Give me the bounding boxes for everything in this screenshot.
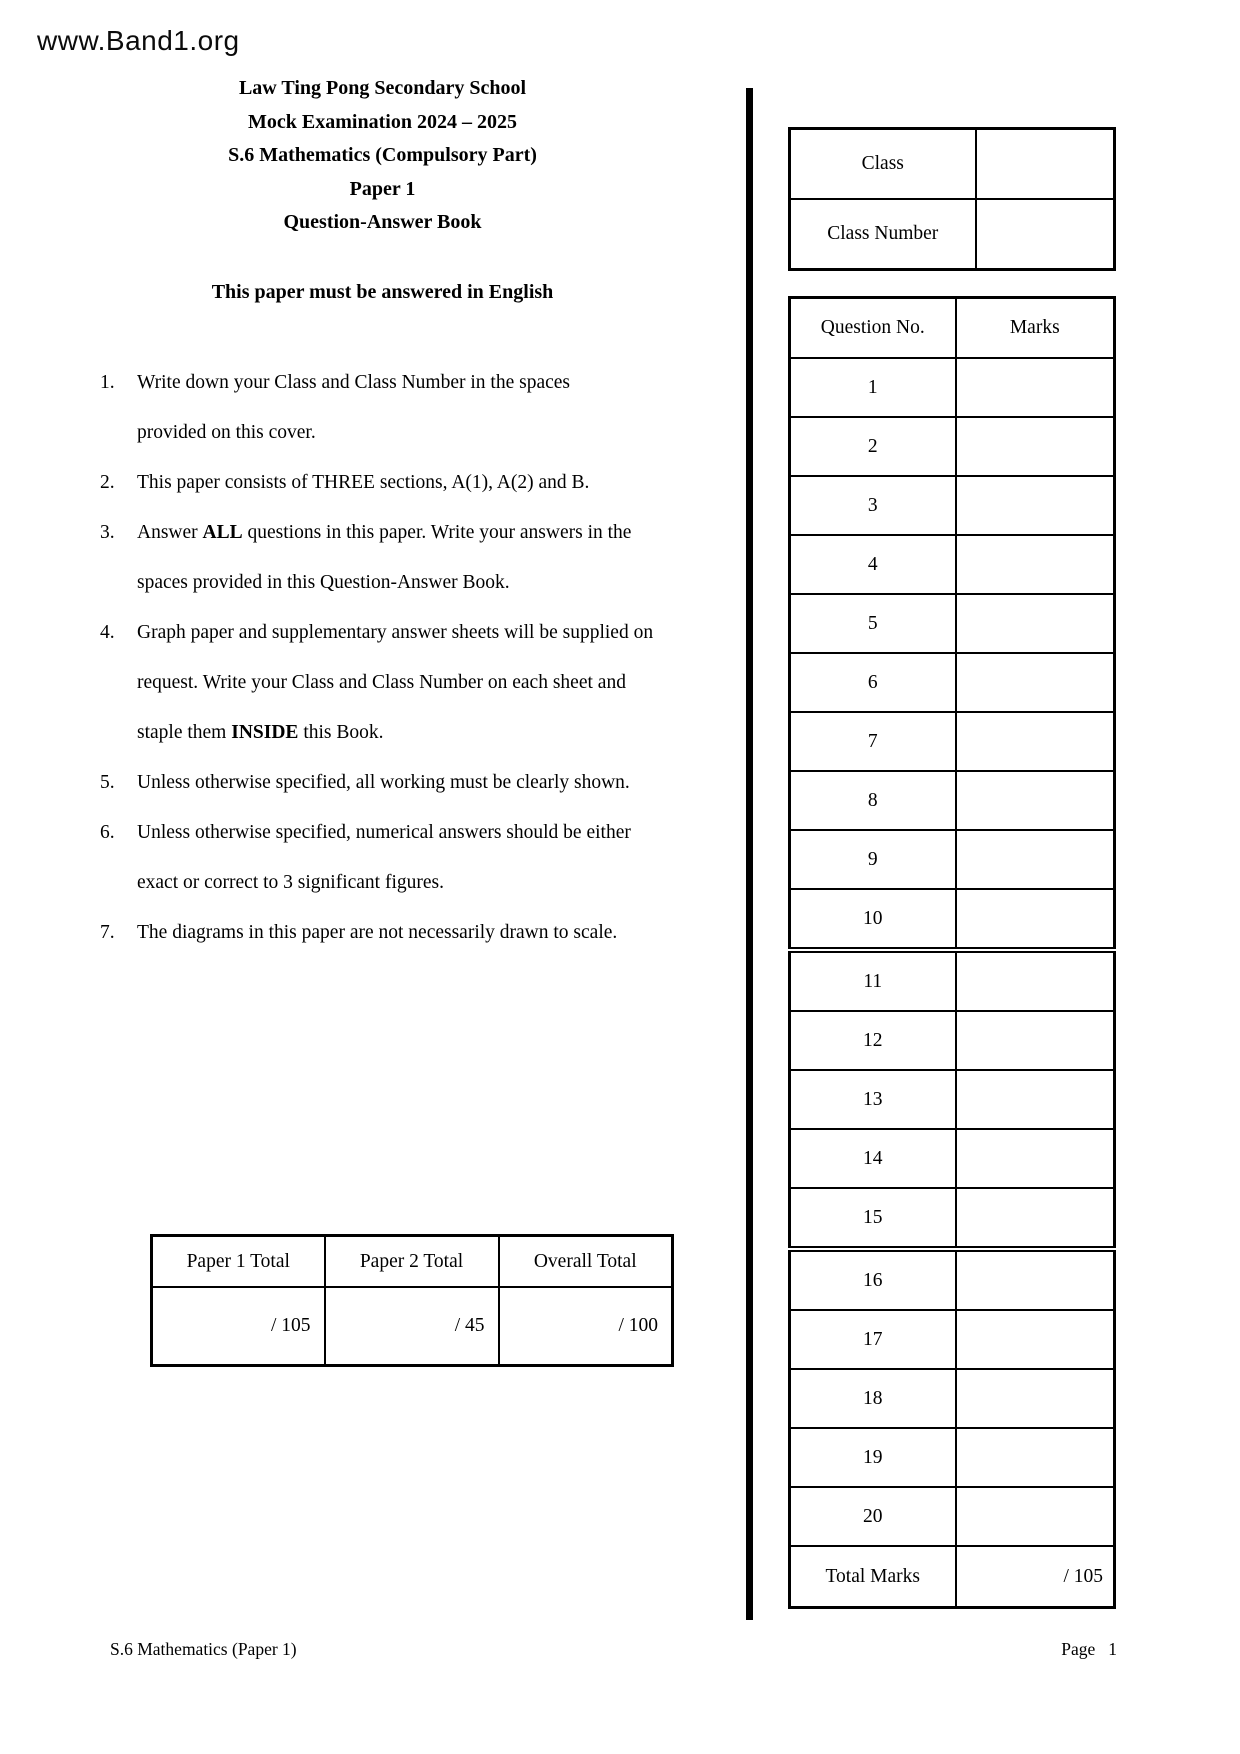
question-row <box>790 476 1115 535</box>
question-row <box>790 950 1115 1011</box>
student-info-row <box>790 129 1115 200</box>
question-number-cell: 9 <box>790 830 956 889</box>
page-label: Page <box>1061 1639 1096 1659</box>
text: This paper consists of THREE sections, A(1), A(2) and B. <box>137 472 590 493</box>
marks-header-row <box>790 298 1115 359</box>
text: request. Write your Class and Class Number on each sheet and <box>137 672 626 693</box>
summary-value-cell: / 105 <box>152 1287 325 1366</box>
book-title: Question-Answer Book <box>283 211 482 234</box>
total-marks-value: / 105 <box>956 1546 1115 1608</box>
summary-header-cell: Paper 1 Total <box>152 1236 325 1288</box>
footer-paper-title: S.6 Mathematics (Paper 1) <box>110 1639 297 1659</box>
question-row <box>790 771 1115 830</box>
instruction-line <box>137 508 672 558</box>
mark-value-cell <box>956 830 1115 889</box>
text: Write down your Class and Class Number in the spaces <box>137 372 571 393</box>
question-number-cell: 3 <box>790 476 956 535</box>
text: questions in this paper. Write your answers in the <box>242 522 632 543</box>
question-number-cell: 11 <box>790 950 956 1011</box>
question-row <box>790 830 1115 889</box>
text: provided on this cover. <box>137 422 316 443</box>
instruction-number: 3. <box>100 522 115 543</box>
vertical-divider-bar <box>746 88 753 1620</box>
marks-header-cell: Marks <box>956 298 1115 359</box>
instruction-item-1 <box>100 358 672 458</box>
mark-value-cell <box>956 594 1115 653</box>
text: this Book. <box>298 722 384 743</box>
student-info-row <box>790 199 1115 270</box>
footer-page-indicator <box>788 1639 1117 1660</box>
subject-title: S.6 Mathematics (Compulsory Part) <box>228 144 537 167</box>
question-number-cell: 10 <box>790 889 956 950</box>
question-number-cell: 12 <box>790 1011 956 1070</box>
instruction-line <box>137 458 672 508</box>
exam-title: Mock Examination 2024 – 2025 <box>248 110 517 133</box>
mark-value-cell <box>956 712 1115 771</box>
score-summary-table <box>150 1234 674 1367</box>
text: exact or correct to 3 significant figures. <box>137 872 445 893</box>
marks-table-body <box>790 298 1115 1608</box>
question-row <box>790 1369 1115 1428</box>
instruction-item-7 <box>100 908 672 958</box>
summary-value-cell: / 45 <box>325 1287 499 1366</box>
question-number-cell: 2 <box>790 417 956 476</box>
mark-value-cell <box>956 889 1115 950</box>
score-summary-body <box>152 1236 673 1366</box>
question-row <box>790 1070 1115 1129</box>
summary-value-row <box>152 1287 673 1366</box>
question-row <box>790 1011 1115 1070</box>
question-row <box>790 1428 1115 1487</box>
mark-value-cell <box>956 950 1115 1011</box>
mark-value-cell <box>956 476 1115 535</box>
question-row <box>790 417 1115 476</box>
instruction-item-3 <box>100 508 672 608</box>
question-row <box>790 712 1115 771</box>
text: Unless otherwise specified, all working must be clearly shown. <box>137 772 630 793</box>
summary-value-cell: / 100 <box>499 1287 673 1366</box>
question-number-cell: 13 <box>790 1070 956 1129</box>
instructions-list <box>100 358 672 958</box>
question-number-cell: 15 <box>790 1188 956 1249</box>
info-label-cell: Class <box>790 129 976 200</box>
question-number-cell: 16 <box>790 1249 956 1310</box>
summary-header-cell: Overall Total <box>499 1236 673 1288</box>
question-number-cell: 17 <box>790 1310 956 1369</box>
total-marks-row <box>790 1546 1115 1608</box>
exam-header <box>100 72 665 240</box>
mark-value-cell <box>956 1249 1115 1310</box>
instruction-line <box>137 358 672 408</box>
page-number: 1 <box>1108 1639 1117 1659</box>
instruction-line <box>137 608 672 658</box>
bold-text: INSIDE <box>231 722 299 743</box>
mark-value-cell <box>956 417 1115 476</box>
question-row <box>790 889 1115 950</box>
question-number-cell: 1 <box>790 358 956 417</box>
question-number-cell: 7 <box>790 712 956 771</box>
paper-number: Paper 1 <box>349 177 416 200</box>
question-row <box>790 1487 1115 1546</box>
marks-table <box>788 296 1116 1609</box>
school-name: Law Ting Pong Secondary School <box>238 77 527 99</box>
watermark-text: www.Band1.org <box>37 25 240 56</box>
instruction-number: 6. <box>100 822 115 843</box>
mark-value-cell <box>956 1310 1115 1369</box>
instruction-line <box>137 758 672 808</box>
text: staple them <box>137 722 232 743</box>
instruction-number: 5. <box>100 772 115 793</box>
question-row <box>790 1310 1115 1369</box>
instruction-line <box>137 708 672 758</box>
question-number-cell: 6 <box>790 653 956 712</box>
instruction-number: 1. <box>100 372 115 393</box>
info-label-cell: Class Number <box>790 199 976 270</box>
marks-header-cell: Question No. <box>790 298 956 359</box>
question-number-cell: 4 <box>790 535 956 594</box>
info-value-cell <box>976 129 1115 200</box>
instruction-line <box>137 808 672 858</box>
text: The diagrams in this paper are not necessarily drawn to scale. <box>137 922 618 943</box>
text: Graph paper and supplementary answer sheets will be supplied on <box>137 622 654 643</box>
question-row <box>790 594 1115 653</box>
mark-value-cell <box>956 1129 1115 1188</box>
question-row <box>790 358 1115 417</box>
instruction-line <box>137 558 672 608</box>
mark-value-cell <box>956 535 1115 594</box>
mark-value-cell <box>956 1011 1115 1070</box>
question-number-cell: 8 <box>790 771 956 830</box>
mark-value-cell <box>956 1369 1115 1428</box>
mark-value-cell <box>956 771 1115 830</box>
instruction-number: 7. <box>100 922 115 943</box>
language-notice: This paper must be answered in English <box>211 281 554 303</box>
instruction-line <box>137 858 672 908</box>
mark-value-cell <box>956 358 1115 417</box>
question-row <box>790 535 1115 594</box>
student-info-body <box>790 129 1115 270</box>
question-number-cell: 18 <box>790 1369 956 1428</box>
summary-header-row <box>152 1236 673 1288</box>
mark-value-cell <box>956 1428 1115 1487</box>
bold-text: ALL <box>202 522 243 543</box>
question-row <box>790 1249 1115 1310</box>
question-number-cell: 5 <box>790 594 956 653</box>
question-number-cell: 19 <box>790 1428 956 1487</box>
question-number-cell: 20 <box>790 1487 956 1546</box>
instruction-item-2 <box>100 458 672 508</box>
instruction-item-4 <box>100 608 672 758</box>
mark-value-cell <box>956 653 1115 712</box>
total-marks-label: Total Marks <box>790 1546 956 1608</box>
instruction-number: 4. <box>100 622 115 643</box>
instruction-item-5 <box>100 758 672 808</box>
mark-value-cell <box>956 1487 1115 1546</box>
text: spaces provided in this Question-Answer Book. <box>137 572 510 593</box>
mark-value-cell <box>956 1188 1115 1249</box>
instruction-line <box>137 658 672 708</box>
instruction-number: 2. <box>100 472 115 493</box>
text: Unless otherwise specified, numerical answers should be either <box>137 822 631 843</box>
instruction-line <box>137 408 672 458</box>
question-row <box>790 653 1115 712</box>
info-value-cell <box>976 199 1115 270</box>
student-info-table <box>788 127 1116 271</box>
instruction-item-6 <box>100 808 672 908</box>
question-number-cell: 14 <box>790 1129 956 1188</box>
mark-value-cell <box>956 1070 1115 1129</box>
instruction-line <box>137 908 672 958</box>
text: Answer <box>137 522 203 543</box>
summary-header-cell: Paper 2 Total <box>325 1236 499 1288</box>
question-row <box>790 1188 1115 1249</box>
question-row <box>790 1129 1115 1188</box>
